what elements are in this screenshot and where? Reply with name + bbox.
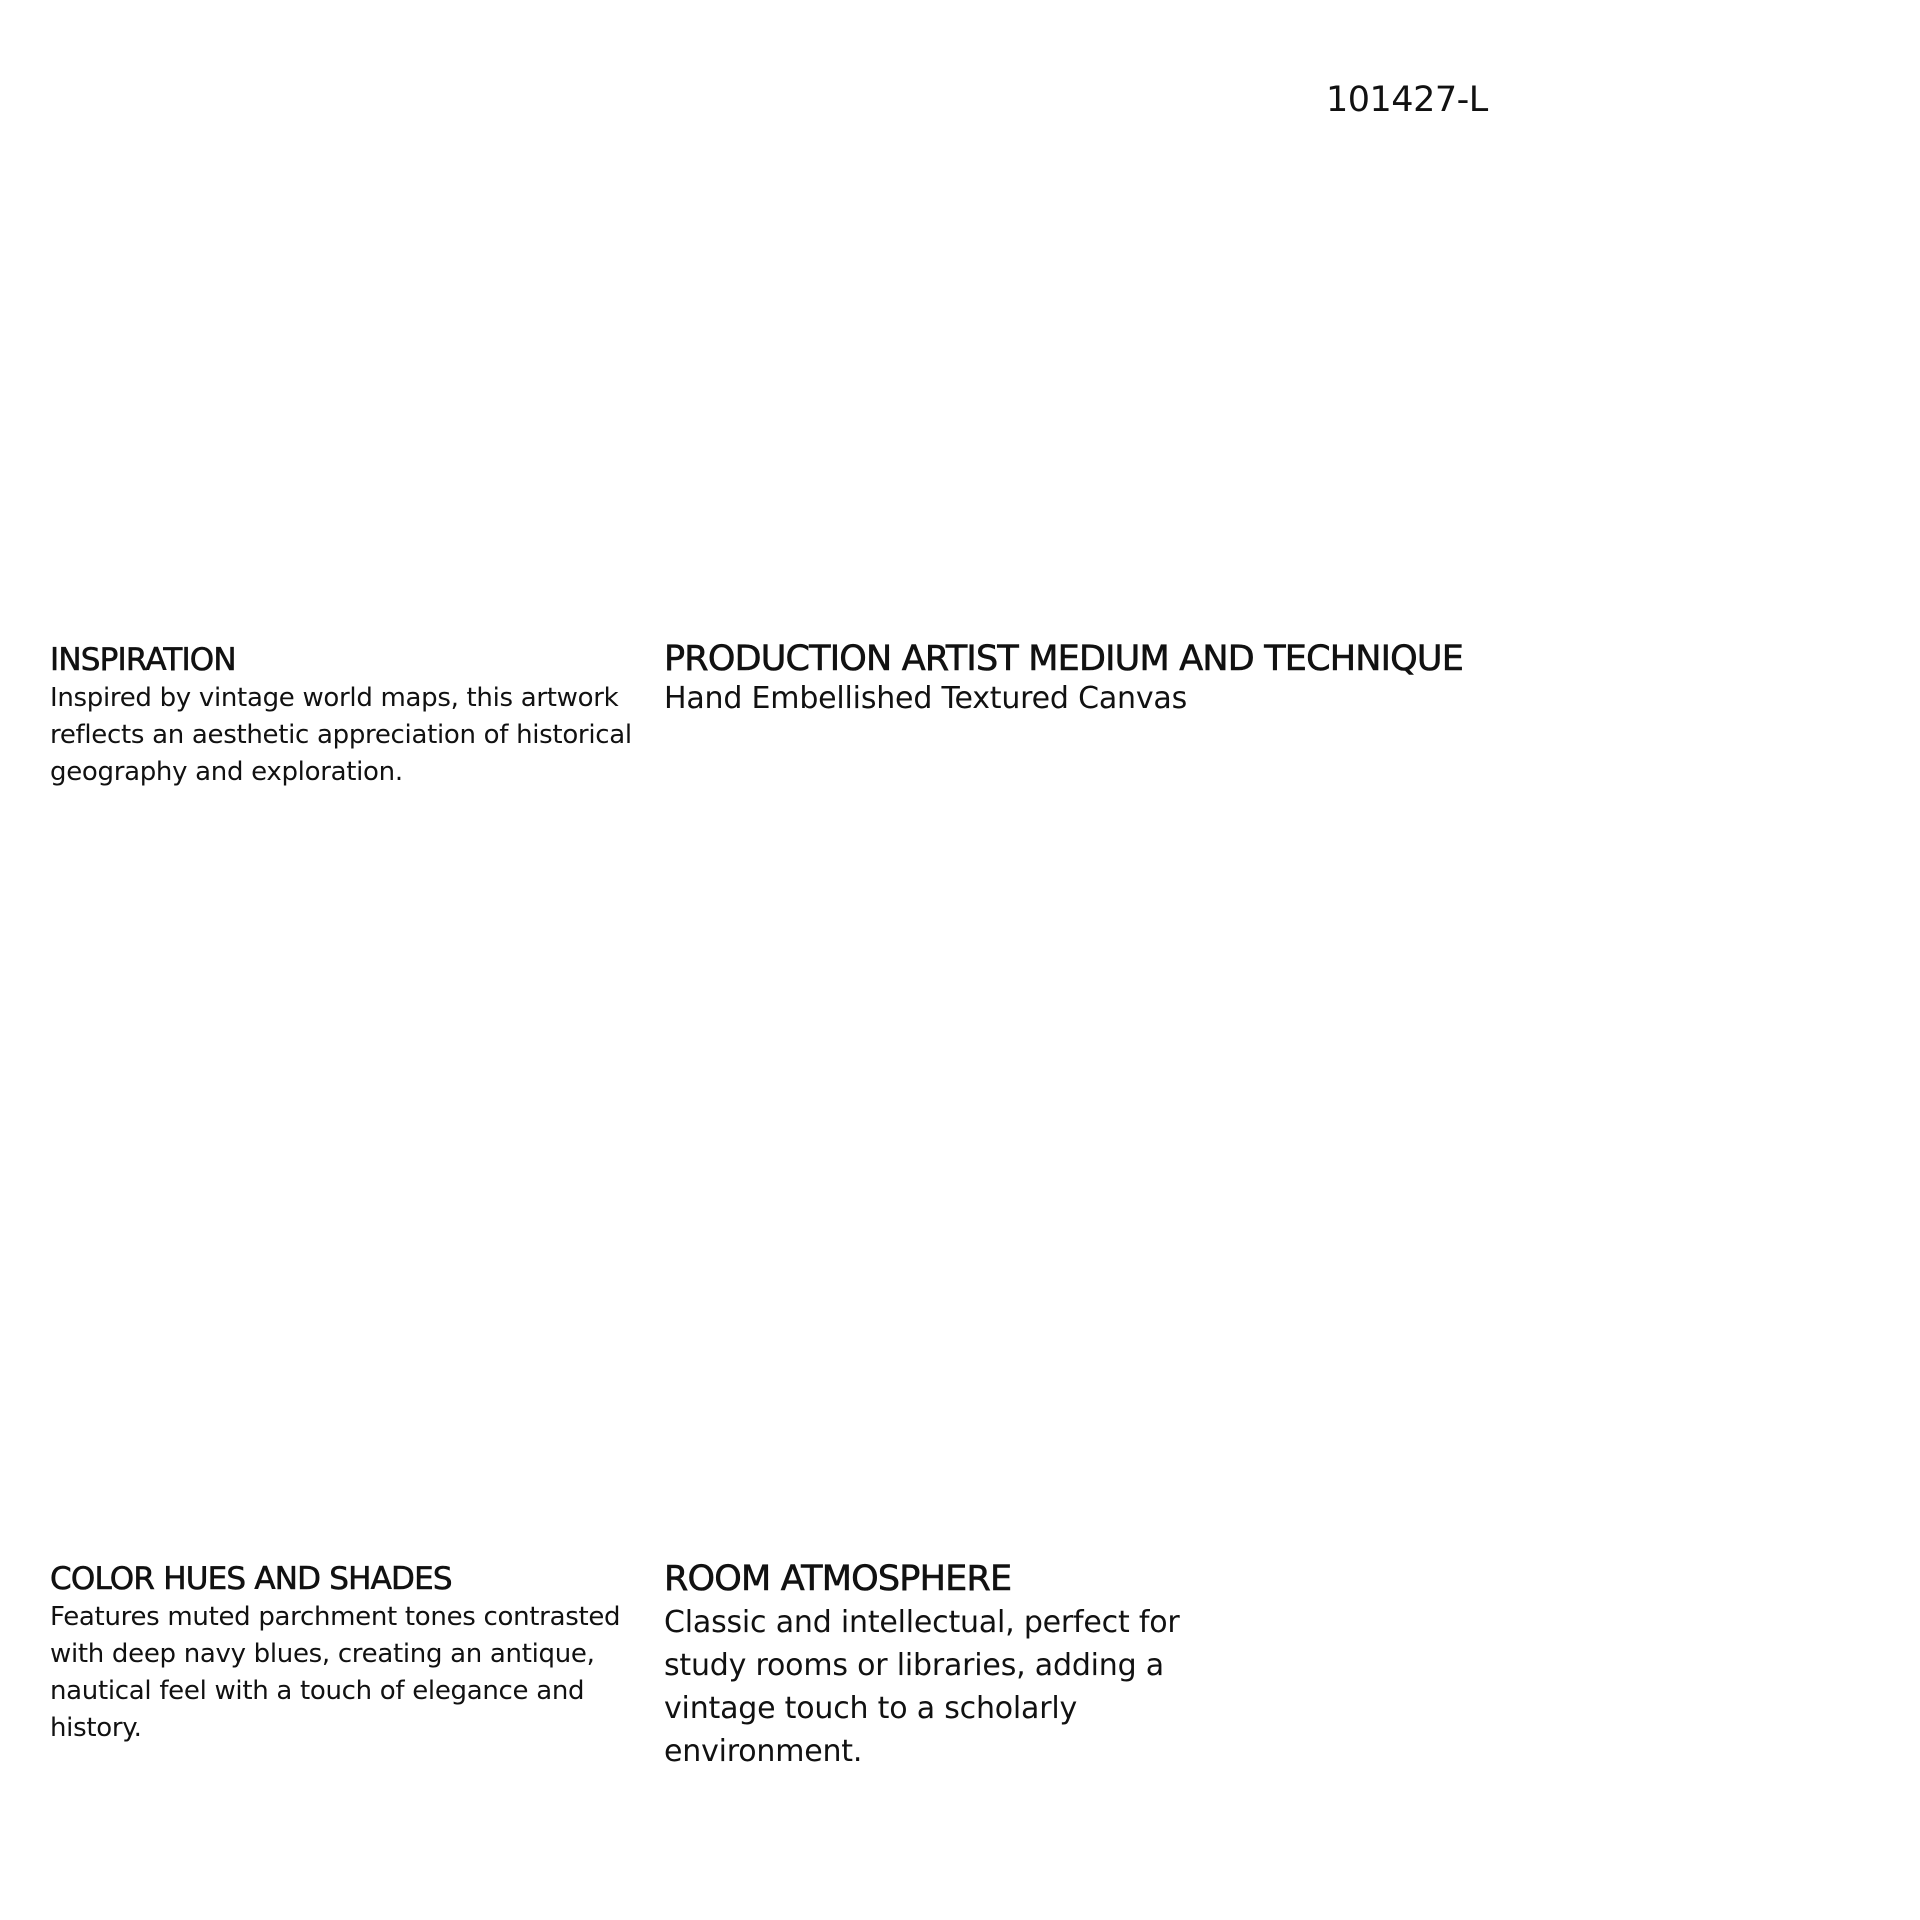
color-heading: COLOR HUES AND SHADES [50,1561,452,1597]
room-atmosphere-heading: ROOM ATMOSPHERE [664,1559,1012,1599]
inspiration-text: Inspired by vintage world maps, this artwork reflects an aesthetic appreciation of historical geography and exploration. [50,683,632,787]
product-code: 101427-L [1326,80,1488,120]
inspiration-heading: INSPIRATION [50,642,236,678]
production-heading: PRODUCTION ARTIST MEDIUM AND TECHNIQUE [664,639,1464,679]
color-text: Features muted parchment tones contrasted with deep navy blues, creating an antique, nautical feel with a touch of elegance and history. [50,1602,621,1743]
inspiration-section [50,640,640,791]
production-section [664,637,1524,719]
color-section [50,1559,630,1747]
room-atmosphere-text: Classic and intellectual, perfect for study rooms or libraries, adding a vintage touch to a scholarly environment. [664,1605,1180,1769]
room-atmosphere-section [664,1557,1264,1773]
production-text: Hand Embellished Textured Canvas [664,681,1188,716]
